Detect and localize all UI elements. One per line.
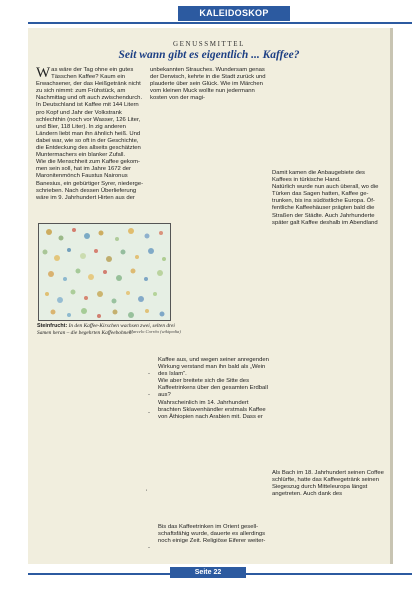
body-text-col3b: Als Bach im 18. Jahrhundert seinen Coffee schlürfte, hatte das Kaffeegetränk seinen Siegeszug durch Mitteleuropa längst angetreten. Auch dank des	[272, 470, 384, 498]
caption-text: In den Kaffee-Kirschen wachsen zwei, selten drei Samen heran – die begehrten Kaffeebohnen.	[37, 323, 175, 336]
body-column-2	[150, 67, 270, 102]
margin-dash: -	[148, 392, 150, 398]
margin-dash: -	[148, 371, 150, 377]
body-text-col2c: Bis das Kaffeetrinken im Orient gesellschaftsfähig wurde, dauerte es allerdings noch einige Zeit. Religiöse Eiferer weiter-	[158, 524, 266, 545]
photo-illustration	[39, 224, 170, 320]
section-label: KALEIDOSKOP	[178, 6, 290, 21]
body-column-3	[272, 170, 384, 227]
page-number: Seite 22	[170, 567, 246, 578]
drop-cap: W	[36, 65, 51, 81]
body-text-col3a: Damit kamen die Anbaugebiete des Kaffees in türkische Hand. Natürlich wurde nun auch überall, wo die Türken das Sagen hatten, Kaffee getrunken, bis ins südöstliche Europa. Öffentliche Kaffeehäuser prägten bald die Straßen der Städte. Auch Jahrhunderte später galt Kaffee deshalb im Abendland	[272, 170, 379, 226]
coffee-cherries-photo	[38, 223, 171, 321]
header-rule	[28, 22, 412, 24]
photo-credit: Marcelo Corrêa (wikipedia)	[129, 329, 181, 334]
body-column-2-middle	[158, 357, 270, 421]
body-text-col1: as wäre der Tag ohne ein gutes Tässchen Kaffee? Kaum ein Erwachsener, der das Heißgetränk nicht zu sich nimmt: zum Frühstück, am Nachmittag und oft auch zwischendurch. In Deutschland ist Kaffee mit 144 Litern pro Kopf und Jahr der Volkstrank schlechthin (noch vor Wasser, 126 Liter, und Bier, 118 Liter). In zig anderen Ländern liebt man ihn ähnlich heiß. Und dabei war, wie so oft in der Geschichte, die Entdeckung des allseits geschätzten Muntermachers ein blanker Zufall. Wie die Menschheit zum Kaffee gekommen sein soll, hat im Jahre 1672 der Maronitenmönch Faustus Naironus Banesius, ein gebürtiger Syrer, niedergeschrieben. Nach dessen Überlieferung wäre im 9. Jahrhundert Hirten aus der	[36, 67, 144, 201]
article-kicker: GENUSSMITTEL	[172, 40, 246, 48]
margin-dash: -	[148, 410, 150, 416]
caption-lead: Steinfrucht:	[37, 323, 68, 329]
body-text-col2: unbekannten Strauches. Wundersam genas der Derwisch, kehrte in die Stadt zurück und plauderte über sein Glück. Wie im Märchen vom kleinen Muck wollte nun jedermann kosten von der magi-	[150, 67, 266, 102]
body-text-col2b: Kaffee aus, und wegen seiner anregenden Wirkung verstand man ihn bald als „Wein des Islam“. Wie aber breitete sich die Sitte des Kaffeetrinkens über den gesamten Erdball aus? Wahrscheinlich im 14. Jahrhundert brachten Sklavenhändler erstmals Kaffee von Äthiopien nach Arabien mit. Dass er	[158, 357, 269, 420]
margin-dash: '	[146, 490, 148, 496]
body-column-1	[36, 67, 144, 202]
body-column-2-bottom	[158, 524, 270, 545]
panel-edge	[390, 28, 393, 564]
margin-dash: -	[148, 545, 150, 551]
body-column-3-lower	[272, 470, 384, 498]
article-headline: Seit wann gibt es eigentlich ... Kaffee?	[118, 49, 300, 61]
